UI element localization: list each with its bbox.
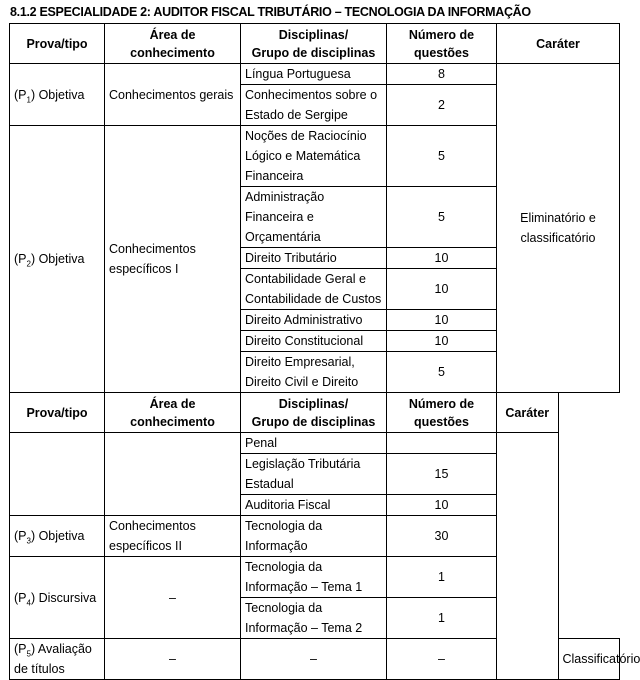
numero-cell: 10	[387, 495, 497, 516]
disciplina-cell: Tecnologia da Informação – Tema 1	[241, 557, 387, 598]
exam-table-2	[9, 392, 640, 680]
header-prova: Prova/tipo	[10, 393, 105, 433]
header-disciplinas: Disciplinas/ Grupo de disciplinas	[241, 24, 387, 64]
prova-p4: $(P_4)$ Discursiva	[10, 557, 105, 639]
carater-cell: Eliminatório e classificatório	[497, 64, 620, 393]
table-header-row	[10, 393, 620, 433]
area-p1: Conhecimentos gerais	[105, 64, 241, 126]
area-p2: Conhecimentos específicos I	[105, 126, 241, 393]
area-p3: Conhecimentos específicos II	[105, 516, 241, 557]
disciplina-cell: Direito Constitucional	[241, 331, 387, 352]
prova-p1: $(P_1)$ Objetiva	[10, 64, 105, 126]
prova-p2: $(P_2)$ Objetiva	[10, 126, 105, 393]
numero-cell: 8	[387, 64, 497, 85]
numero-cell: 10	[387, 310, 497, 331]
prova-p5: $(P_5)$ Avaliação de títulos	[10, 639, 105, 680]
prova-p3: $(P_3)$ Objetiva	[10, 516, 105, 557]
numero-cell	[387, 433, 497, 454]
disciplina-cell: Direito Administrativo	[241, 310, 387, 331]
table-header-row	[10, 24, 620, 64]
numero-cell: 15	[387, 454, 497, 495]
disciplina-cell: Administração Financeira e Orçamentária	[241, 187, 387, 248]
disciplina-cell: Conhecimentos sobre o Estado de Sergipe	[241, 85, 387, 126]
numero-cell: 10	[387, 331, 497, 352]
disciplina-cell: Auditoria Fiscal	[241, 495, 387, 516]
carater-empty	[497, 433, 559, 680]
numero-cell: 10	[387, 269, 497, 310]
table-row	[10, 64, 620, 85]
numero-cell: –	[387, 639, 497, 680]
numero-cell: 5	[387, 187, 497, 248]
numero-cell: 5	[387, 352, 497, 393]
table-row	[10, 433, 620, 454]
header-numero: Número de questões	[387, 393, 497, 433]
header-area: Área de conhecimento	[105, 393, 241, 433]
disciplina-cell: Contabilidade Geral e Contabilidade de Custos	[241, 269, 387, 310]
numero-cell: 10	[387, 248, 497, 269]
header-carater: Caráter	[497, 393, 559, 433]
disciplina-cell: Penal	[241, 433, 387, 454]
carater-cell: Classificatório	[558, 639, 620, 680]
disciplina-cell: Noções de Raciocínio Lógico e Matemática Financeira	[241, 126, 387, 187]
header-disciplinas: Disciplinas/ Grupo de disciplinas	[241, 393, 387, 433]
disciplina-cell: Direito Empresarial, Direito Civil e Direito	[241, 352, 387, 393]
numero-cell: 5	[387, 126, 497, 187]
header-prova: Prova/tipo	[10, 24, 105, 64]
numero-cell: 2	[387, 85, 497, 126]
disciplina-cell: Tecnologia da Informação – Tema 2	[241, 598, 387, 639]
numero-cell: 1	[387, 557, 497, 598]
header-numero: Número de questões	[387, 24, 497, 64]
area-p5: –	[105, 639, 241, 680]
section-heading: 8.1.2 ESPECIALIDADE 2: AUDITOR FISCAL TRIBUTÁRIO – TECNOLOGIA DA INFORMAÇÃO	[10, 5, 531, 19]
disciplina-cell: Legislação Tributária Estadual	[241, 454, 387, 495]
disciplina-cell: Direito Tributário	[241, 248, 387, 269]
numero-cell: 30	[387, 516, 497, 557]
header-area: Área de conhecimento	[105, 24, 241, 64]
numero-cell: 1	[387, 598, 497, 639]
disciplina-cell: Língua Portuguesa	[241, 64, 387, 85]
header-carater: Caráter	[497, 24, 620, 64]
disciplina-cell: –	[241, 639, 387, 680]
disciplina-cell: Tecnologia da Informação	[241, 516, 387, 557]
prova-empty	[10, 433, 105, 516]
area-p4: –	[105, 557, 241, 639]
area-empty	[105, 433, 241, 516]
exam-table-1	[9, 23, 620, 393]
